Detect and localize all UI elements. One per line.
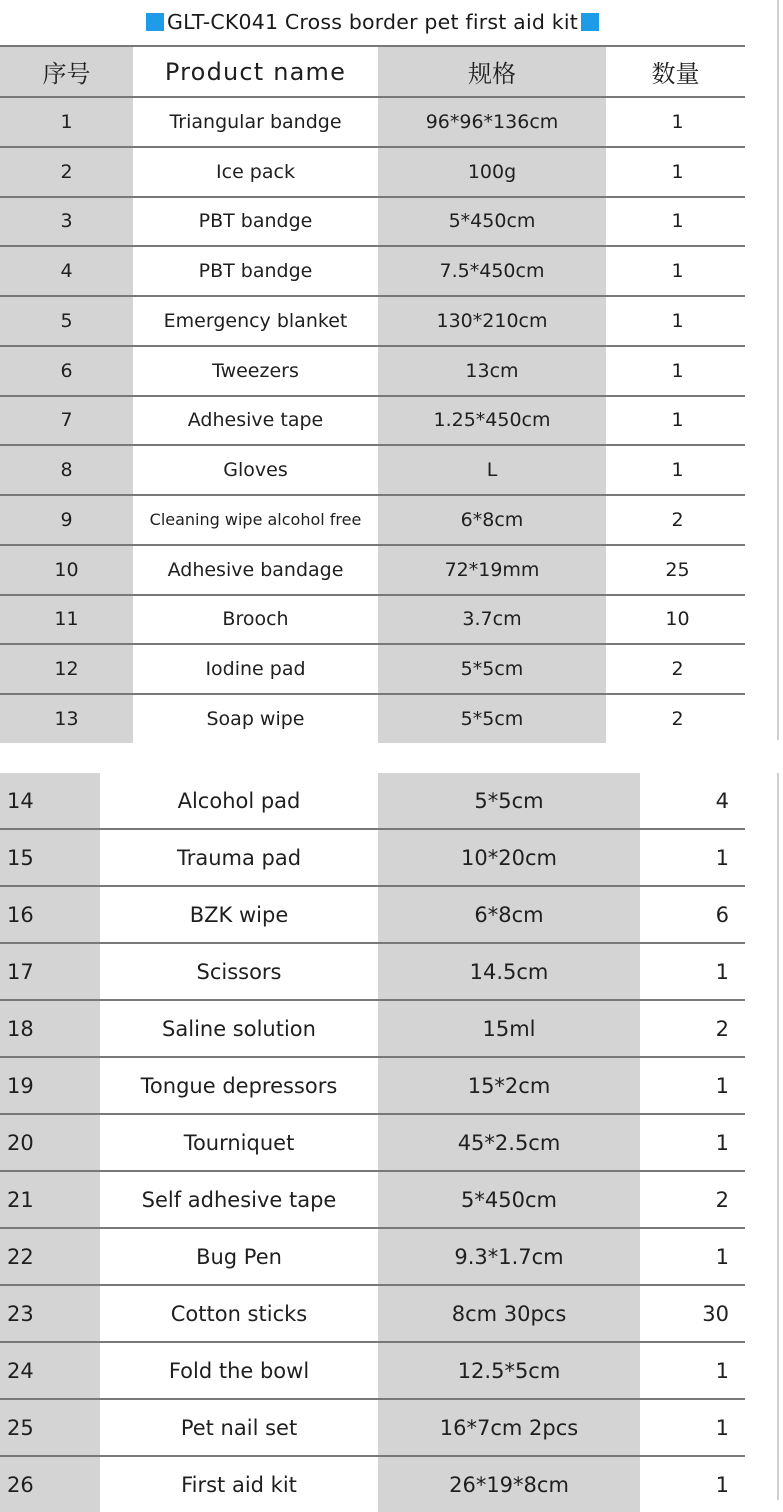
spec-cell: 8cm 30pcs — [378, 1286, 640, 1341]
quantity-cell: 1 — [715, 845, 729, 870]
row-index-cell: 12 — [0, 645, 133, 693]
quantity-cell: 1 — [671, 409, 684, 432]
row-index-cell: 6 — [0, 347, 133, 395]
table-row — [0, 1457, 745, 1512]
row-index-cell: 1 — [0, 98, 133, 146]
table-header-row — [0, 47, 745, 96]
spec-cell: 10*20cm — [378, 830, 640, 885]
product-name-cell: First aid kit — [181, 1472, 297, 1497]
row-index-cell: 20 — [0, 1115, 100, 1170]
title-text: GLT-CK041 Cross border pet first aid kit — [167, 10, 578, 34]
quantity-cell: 6 — [715, 902, 729, 927]
row-index-cell: 22 — [0, 1229, 100, 1284]
product-name-cell: Soap wipe — [206, 707, 305, 730]
spec-cell: 15*2cm — [378, 1058, 640, 1113]
product-name-cell: Gloves — [223, 459, 288, 482]
spec-cell: 96*96*136cm — [378, 98, 606, 146]
product-name-cell: Fold the bowl — [168, 1358, 310, 1383]
product-name-cell: Cotton sticks — [170, 1301, 308, 1326]
quantity-cell: 1 — [671, 210, 684, 233]
table-row — [0, 695, 745, 743]
spec-cell: 5*5cm — [378, 645, 606, 693]
quantity-cell: 1 — [671, 309, 684, 332]
product-name-cell: Emergency blanket — [163, 309, 348, 332]
table-row — [0, 198, 745, 246]
product-name-cell: Alcohol pad — [177, 788, 301, 813]
right-edge-line — [777, 773, 779, 1500]
product-name-cell: Brooch — [222, 608, 289, 631]
product-name-cell: Tourniquet — [183, 1130, 295, 1155]
table-row — [0, 1001, 745, 1056]
table-row — [0, 397, 745, 445]
spec-cell: 100g — [378, 148, 606, 196]
quantity-cell: 25 — [665, 558, 690, 581]
table-row — [0, 944, 745, 999]
table-row — [0, 297, 745, 345]
header-product-name: Product name — [164, 57, 347, 86]
row-index-cell: 9 — [0, 496, 133, 544]
table-row — [0, 1286, 745, 1341]
table-row — [0, 887, 745, 942]
blue-square-icon — [146, 13, 164, 31]
table-row — [0, 773, 745, 828]
quantity-cell: 2 — [715, 1187, 729, 1212]
document-title — [0, 4, 745, 40]
quantity-cell: 1 — [671, 459, 684, 482]
product-name-cell: Triangular bandge — [169, 110, 342, 133]
row-index-cell: 14 — [0, 773, 100, 828]
blue-square-icon — [581, 13, 599, 31]
spec-cell: 45*2.5cm — [378, 1115, 640, 1170]
quantity-cell: 1 — [671, 110, 684, 133]
row-index-cell: 4 — [0, 247, 133, 295]
spec-cell: 130*210cm — [378, 297, 606, 345]
row-index-cell: 24 — [0, 1343, 100, 1398]
spec-cell: 3.7cm — [378, 596, 606, 644]
product-name-cell: Iodine pad — [205, 658, 306, 681]
product-name-cell: PBT bandge — [198, 210, 313, 233]
product-name-cell: Pet nail set — [180, 1415, 298, 1440]
spec-cell: 9.3*1.7cm — [378, 1229, 640, 1284]
quantity-cell: 2 — [671, 707, 684, 730]
row-index-cell: 10 — [0, 546, 133, 594]
table-row — [0, 1058, 745, 1113]
spec-cell: 5*5cm — [378, 773, 640, 828]
quantity-cell: 1 — [715, 1244, 729, 1269]
quantity-cell: 2 — [671, 508, 684, 531]
table-row — [0, 98, 745, 146]
spec-cell: 13cm — [378, 347, 606, 395]
quantity-cell: 1 — [671, 260, 684, 283]
quantity-cell: 1 — [715, 1358, 729, 1383]
product-name-cell: Adhesive bandage — [167, 558, 344, 581]
table-row — [0, 1115, 745, 1170]
row-index-cell: 17 — [0, 944, 100, 999]
header-index: 序号 — [0, 47, 133, 96]
product-name-cell: Bug Pen — [196, 1244, 282, 1269]
table-row — [0, 148, 745, 196]
table-row — [0, 645, 745, 693]
quantity-cell: 2 — [715, 1016, 729, 1041]
product-name-cell: Adhesive tape — [187, 409, 324, 432]
row-index-cell: 19 — [0, 1058, 100, 1113]
table-row — [0, 496, 745, 544]
row-index-cell: 3 — [0, 198, 133, 246]
product-name-cell: Cleaning wipe alcohol free — [149, 510, 362, 530]
row-index-cell: 25 — [0, 1400, 100, 1455]
row-index-cell: 16 — [0, 887, 100, 942]
header-spec: 规格 — [378, 47, 606, 96]
table-row — [0, 1400, 745, 1455]
row-index-cell: 5 — [0, 297, 133, 345]
table-row — [0, 546, 745, 594]
spec-cell: 5*5cm — [378, 695, 606, 743]
row-index-cell: 11 — [0, 596, 133, 644]
product-name-cell: Tongue depressors — [140, 1073, 338, 1098]
table-row — [0, 446, 745, 494]
spec-cell: 5*450cm — [378, 198, 606, 246]
quantity-cell: 1 — [715, 1130, 729, 1155]
quantity-cell: 1 — [671, 160, 684, 183]
row-index-cell: 23 — [0, 1286, 100, 1341]
row-index-cell: 15 — [0, 830, 100, 885]
spec-cell: 6*8cm — [378, 887, 640, 942]
quantity-cell: 2 — [671, 658, 684, 681]
spec-cell: 15ml — [378, 1001, 640, 1056]
spec-cell: 5*450cm — [378, 1172, 640, 1227]
header-quantity: 数量 — [651, 60, 700, 88]
product-name-cell: Tweezers — [212, 359, 299, 382]
row-index-cell: 13 — [0, 695, 133, 743]
quantity-cell: 1 — [671, 359, 684, 382]
product-name-cell: Saline solution — [162, 1016, 316, 1041]
quantity-cell: 1 — [715, 1415, 729, 1440]
quantity-cell: 1 — [715, 1472, 729, 1497]
spec-cell: 72*19mm — [378, 546, 606, 594]
row-index-cell: 2 — [0, 148, 133, 196]
table-row — [0, 596, 745, 644]
product-name-cell: Self adhesive tape — [141, 1187, 337, 1212]
spec-cell: 6*8cm — [378, 496, 606, 544]
row-index-cell: 21 — [0, 1172, 100, 1227]
spec-cell: L — [378, 446, 606, 494]
quantity-cell: 10 — [665, 608, 690, 631]
row-index-cell: 18 — [0, 1001, 100, 1056]
quantity-cell: 4 — [715, 788, 729, 813]
table-row — [0, 1343, 745, 1398]
spec-cell: 7.5*450cm — [378, 247, 606, 295]
table-row — [0, 247, 745, 295]
product-name-cell: BZK wipe — [189, 902, 289, 927]
spec-cell: 14.5cm — [378, 944, 640, 999]
spec-cell: 1.25*450cm — [378, 397, 606, 445]
row-index-cell: 7 — [0, 397, 133, 445]
product-name-cell: Ice pack — [216, 160, 295, 183]
table-row — [0, 347, 745, 395]
table-row — [0, 1229, 745, 1284]
spec-cell: 26*19*8cm — [378, 1457, 640, 1512]
spec-cell: 16*7cm 2pcs — [378, 1400, 640, 1455]
product-name-cell: PBT bandge — [198, 260, 313, 283]
product-name-cell: Scissors — [196, 959, 282, 984]
spec-cell: 12.5*5cm — [378, 1343, 640, 1398]
quantity-cell: 1 — [715, 1073, 729, 1098]
product-name-cell: Trauma pad — [176, 845, 302, 870]
row-index-cell: 8 — [0, 446, 133, 494]
table-row — [0, 830, 745, 885]
row-index-cell: 26 — [0, 1457, 100, 1512]
table-row — [0, 1172, 745, 1227]
quantity-cell: 1 — [715, 959, 729, 984]
right-edge-line — [777, 0, 779, 740]
quantity-cell: 30 — [702, 1301, 729, 1326]
